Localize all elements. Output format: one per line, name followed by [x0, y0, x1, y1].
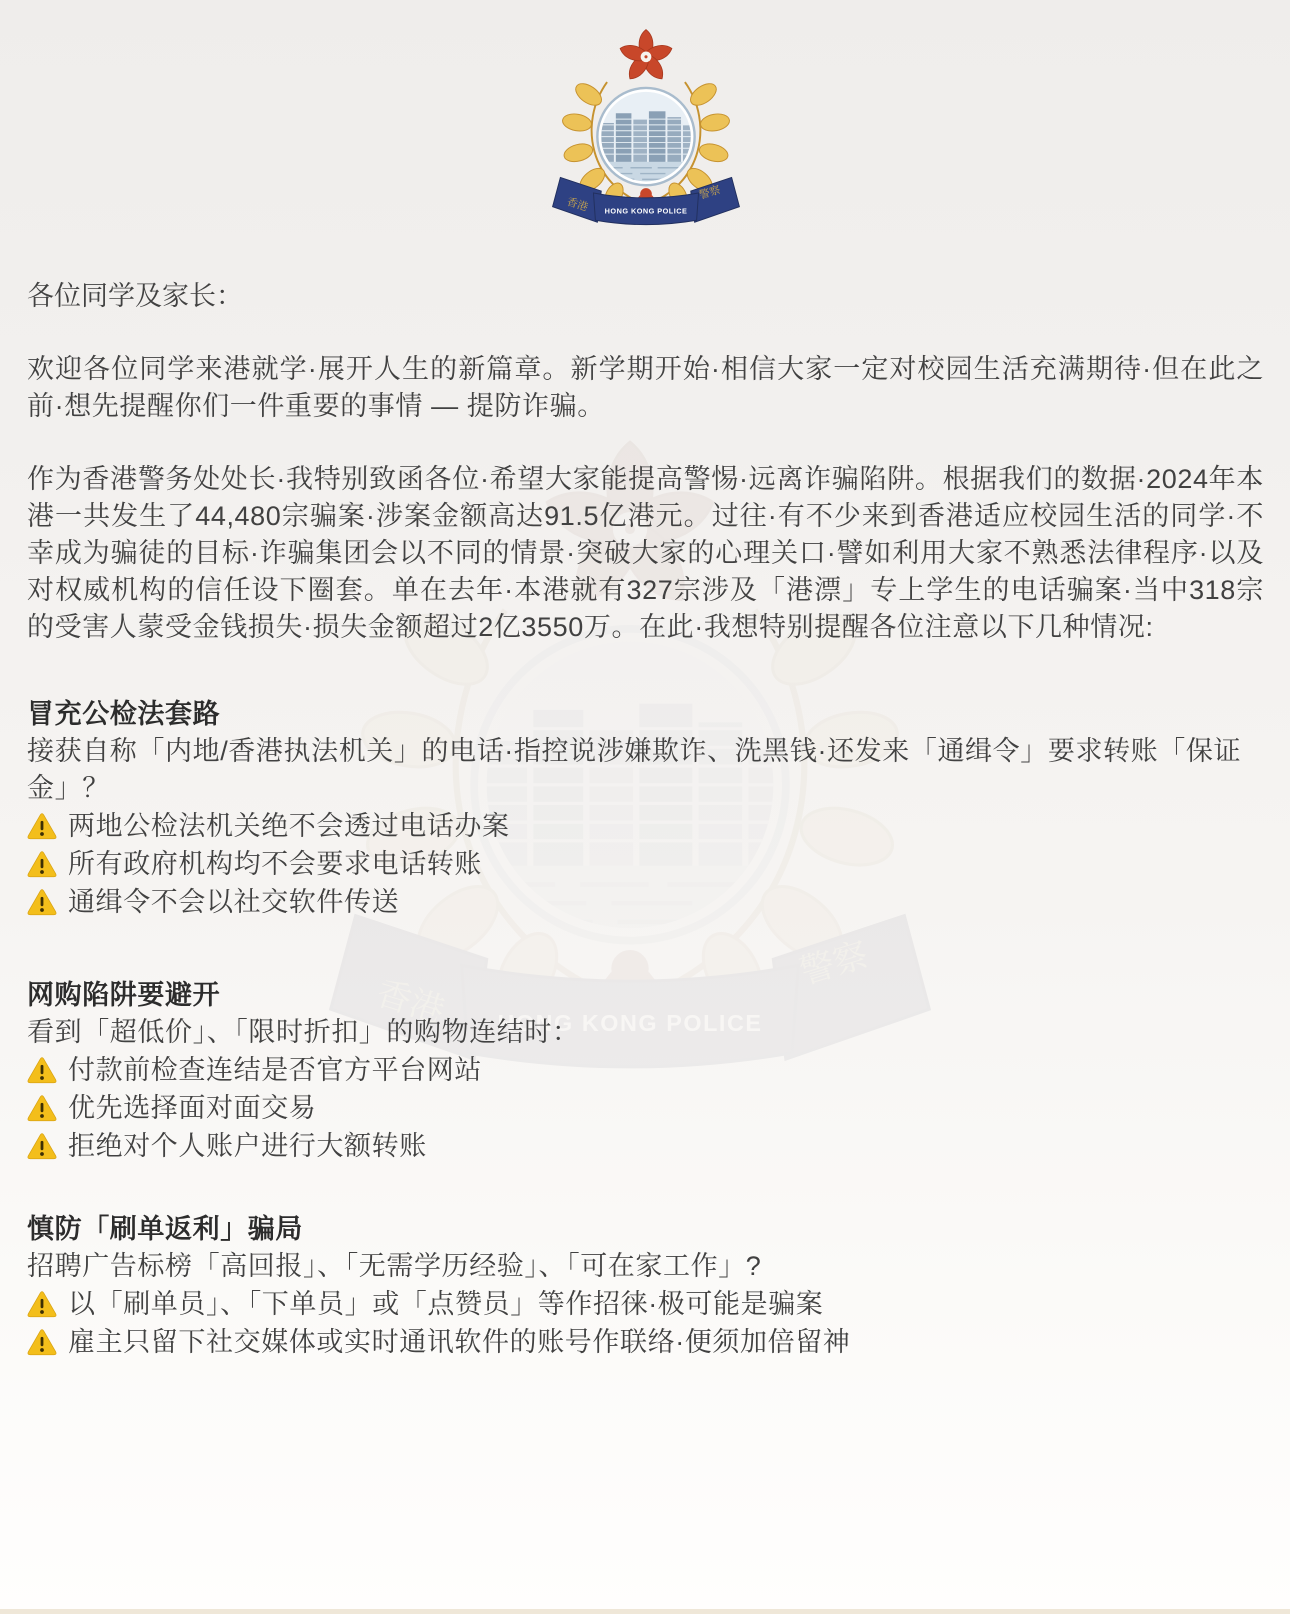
section-intro: 接获自称「内地/香港执法机关」的电话·指控说涉嫌欺诈、洗黑钱·还发来「通缉令」要求转账「保证金」？: [27, 736, 1242, 803]
paragraph-commissioner-statistics: 作为香港警务处处长·我特别致函各位·希望大家能提高警惕·远离诈骗陷阱。根据我们的数据·2024年本港一共发生了44,480宗骗案·涉案金额高达91.5亿港元。过往·有不少来到香港适应校园生活的同学·不幸成为骗徒的目标·诈骗集团会以不同的情景·突破大家的心理关口·譬如利用大家不熟悉法律程序·以及对权威机构的信任设下圈套。单在去年·本港就有327宗涉及「港漂」专上学生的电话骗案·当中318宗的受害人蒙受金钱损失·损失金额超过2亿3550万。在此·我想特别提醒各位注意以下几种情况:: [27, 464, 1264, 642]
warning-item: [27, 1323, 1264, 1361]
warning-item: [27, 845, 1264, 883]
section-heading: 冒充公检法套路: [27, 699, 221, 729]
warning-item: [27, 1051, 1264, 1089]
warning-icon: [27, 1056, 57, 1084]
warning-text: 雇主只留下社交媒体或实时通讯软件的账号作联络·便须加倍留神: [68, 1327, 851, 1357]
warning-icon: [27, 812, 57, 840]
warning-item: [27, 807, 1264, 845]
section-click-farm-scam: [27, 1211, 1264, 1361]
warning-icon: [27, 1290, 57, 1318]
warning-item: [27, 1127, 1264, 1165]
warning-text: 优先选择面对面交易: [68, 1093, 317, 1123]
warning-item: [27, 883, 1264, 921]
warning-icon: [27, 850, 57, 878]
warning-item: [27, 1089, 1264, 1127]
warning-text: 付款前检查连结是否官方平台网站: [68, 1055, 482, 1085]
section-intro: 看到「超低价」、「限时折扣」的购物连结时：: [27, 1017, 580, 1047]
section-heading: 慎防「刷单返利」骗局: [27, 1214, 303, 1244]
warning-text: 以「刷单员」、「下单员」或「点赞员」等作招徕·极可能是骗案: [68, 1289, 824, 1319]
hong-kong-police-emblem: [548, 14, 744, 235]
section-heading: 网购陷阱要避开: [27, 980, 221, 1010]
warning-icon: [27, 1094, 57, 1122]
salutation: 各位同学及家长：: [27, 281, 243, 311]
section-intro: 招聘广告标榜「高回报」、「无需学历经验」、「可在家工作」?: [27, 1251, 762, 1281]
warning-text: 所有政府机构均不会要求电话转账: [68, 849, 482, 879]
warning-icon: [27, 1328, 57, 1356]
warning-list: [27, 1285, 1264, 1361]
paragraph-welcome: 欢迎各位同学来港就学·展开人生的新篇章。新学期开始·相信大家一定对校园生活充满期待·但在此之前·想先提醒你们一件重要的事情 — 提防诈骗。: [27, 354, 1264, 421]
page-bottom-edge: [0, 1609, 1290, 1614]
section-impersonation-scam: [27, 696, 1264, 921]
section-online-shopping-scam: [27, 977, 1264, 1165]
warning-list: [27, 1051, 1264, 1165]
warning-text: 通缉令不会以社交软件传送: [68, 887, 400, 917]
letter-body: [0, 14, 1290, 1361]
police-emblem-image: [548, 14, 744, 230]
warning-icon: [27, 1132, 57, 1160]
warning-list: [27, 807, 1264, 921]
warning-text: 拒绝对个人账户进行大额转账: [68, 1131, 427, 1161]
warning-text: 两地公检法机关绝不会透过电话办案: [68, 811, 510, 841]
warning-item: [27, 1285, 1264, 1323]
warning-icon: [27, 888, 57, 916]
